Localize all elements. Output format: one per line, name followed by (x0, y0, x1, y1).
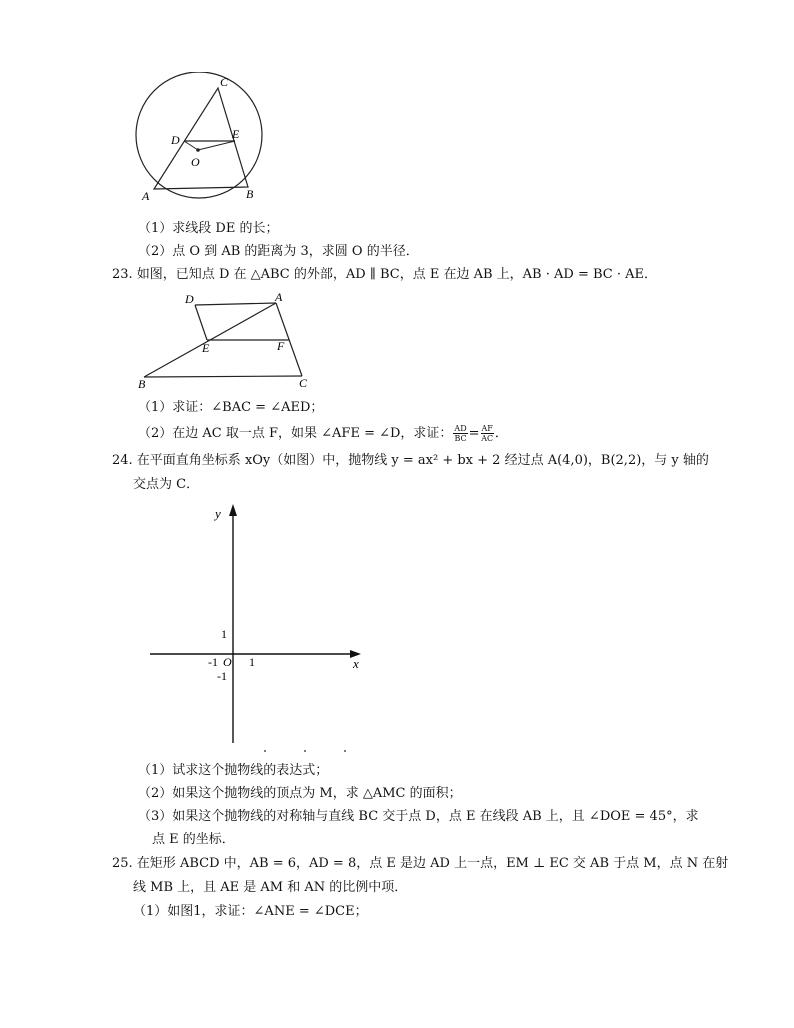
y-axis-label: y (215, 506, 221, 521)
label-c2: C (299, 376, 308, 390)
fraction-af-ac (481, 424, 494, 443)
coordinate-axes (145, 500, 375, 755)
label-b2: B (138, 377, 146, 390)
tick-x-1: 1 (249, 655, 255, 669)
q23-stem: 23. 如图，已知点 D 在 △ABC 的外部，AD ∥ BC，点 E 在边 AB 上，AB · AD = BC · AE． (112, 267, 657, 282)
q24-stem-line2: 交点为 C． (133, 477, 200, 492)
q23-part2 (138, 424, 508, 443)
q24-part1: （1）试求这个抛物线的表达式； (138, 763, 329, 778)
q22-part2: （2）点 O 到 AB 的距离为 3，求圆 O 的半径． (138, 244, 419, 259)
stray-dot (264, 750, 266, 752)
label-d: D (171, 133, 180, 147)
equals-sign: = (468, 426, 480, 441)
q25-stem-line1: 25. 在矩形 ABCD 中，AB = 6，AD = 8，点 E 是边 AD 上一点，EM ⊥ EC 交 AB 于点 M，点 N 在射 (112, 856, 729, 871)
center-dot (196, 148, 200, 152)
label-c: C (220, 75, 229, 89)
tick-x-neg1: -1 (208, 655, 218, 669)
frac1-num: AD (454, 424, 467, 433)
segment-bc (144, 376, 302, 377)
q22-part1: （1）求线段 DE 的长； (138, 221, 279, 236)
q24-part3-line2: 点 E 的坐标． (152, 832, 235, 847)
q23-part2-text: （2）在边 AC 取一点 F，如果 ∠AFE = ∠D，求证： (138, 426, 453, 441)
segment-de-left (195, 305, 207, 340)
fraction-ad-bc (453, 424, 467, 443)
q25-part1: （1）如图1，求证：∠ANE = ∠DCE； (133, 904, 368, 919)
label-o: O (191, 155, 200, 169)
label-e2: E (202, 341, 210, 355)
label-a2: A (275, 290, 283, 304)
segment-eo (198, 141, 235, 150)
trapezoid-figure (135, 288, 315, 390)
x-axis-label: x (353, 656, 359, 671)
q24-part3-line1: （3）如果这个抛物线的对称轴与直线 BC 交于点 D，点 E 在线段 AB 上，且 ∠DOE = 45°，求 (138, 809, 699, 824)
segment-do (184, 141, 198, 150)
q23-part2-end: ． (494, 426, 508, 441)
stray-dot (344, 750, 346, 752)
frac2-num: AF (481, 424, 493, 433)
tick-y-neg1: -1 (217, 669, 227, 683)
label-d2: D (185, 292, 194, 306)
label-b: B (246, 187, 254, 201)
q24-stem-line1: 24. 在平面直角坐标系 xOy（如图）中，抛物线 y = ax² + bx + 2 经过点 A(4,0)，B(2,2)，与 y 轴的 (112, 453, 709, 468)
y-arrow (229, 504, 237, 516)
frac2-den: AC (481, 434, 494, 443)
label-f2: F (277, 339, 285, 353)
tick-y-1: 1 (221, 627, 227, 641)
stray-dot (304, 750, 306, 752)
circle-figure (128, 72, 278, 207)
label-e: E (232, 127, 240, 141)
label-a: A (142, 189, 150, 203)
q25-stem-line2: 线 MB 上，且 AE 是 AM 和 AN 的比例中项． (133, 880, 408, 895)
frac1-den: BC (454, 434, 467, 443)
q23-part1: （1）求证：∠BAC = ∠AED； (138, 400, 324, 415)
segment-da (195, 303, 276, 305)
origin-label: O (223, 655, 232, 669)
circle-o (136, 72, 262, 198)
q24-part2: （2）如果这个抛物线的顶点为 M，求 △AMC 的面积； (138, 786, 462, 801)
